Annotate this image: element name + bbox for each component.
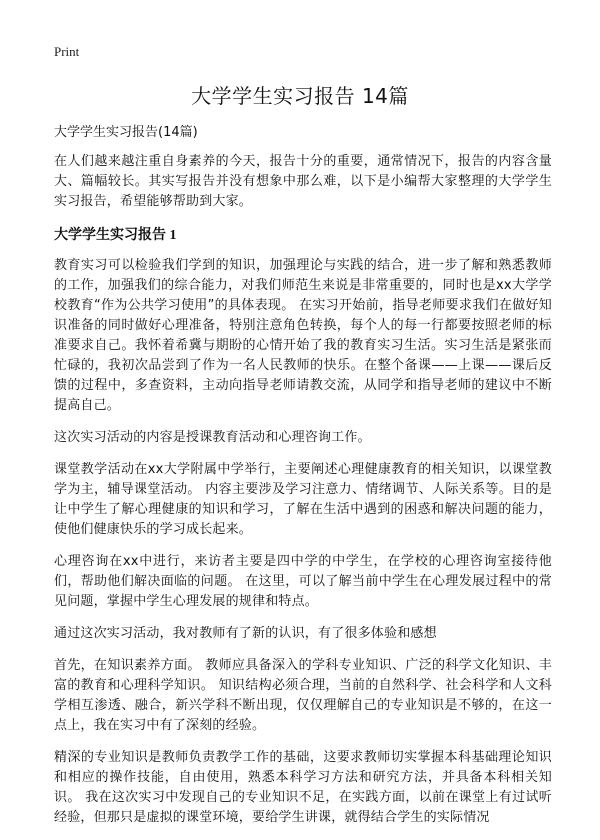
body-paragraph: 教育实习可以检验我们学到的知识，加强理论与实践的结合，进一步了解和熟悉教师的工作，加强我们的综合能力，对我们师范生来说是非常重要的，同时也是xx大学学校教育“作为公共学习使用”的具体表现。 在实习开始前，指导老师要求我们在做好知识准备的同时做好心理准备，特别注意角色转换，每个人的每一行都要按照老师的标准要求自己。我怀着希冀与期盼的心情开始了我的教育实习生活。实习生活是紧张而忙碌的，我初次品尝到了作为一名人民教师的快乐。在整个备课——上课——课后反馈的过程中，多查资料，主动向指导老师请教交流，从同学和指导老师的建议中不断提高自己。 — [54, 258, 552, 413]
document-body — [54, 152, 552, 840]
section-heading: 大学学生实习报告 1 — [54, 228, 177, 243]
body-paragraph: 通过这次实习活动，我对教师有了新的认识，有了很多体验和感想 — [54, 626, 437, 641]
body-paragraph: 心理咨询在xx中进行，来访者主要是四中学的中学生，在学校的心理咨询室接待他们，帮助他们解决面临的问题。 在这里，可以了解当前中学生在心理发展过程中的常见问题，掌握中学生心理发展的规律和特点。 — [54, 554, 552, 609]
document-subtitle: 大学学生实习报告(14篇) — [54, 125, 198, 140]
body-paragraph: 首先，在知识素养方面。 教师应具备深入的学科专业知识、广泛的科学文化知识、丰富的教育和心理科学知识。 知识结构必须合理，当前的自然科学、社会科学和人文科学相互渗透、融合，新兴学科不断出现，仅仅理解自己的专业知识是不够的，在这一点上，我在实习中有了深刻的经验。 — [54, 658, 552, 733]
page-title: 大学学生实习报告 14篇 — [191, 84, 409, 108]
intro-paragraph: 在人们越来越注重自身素养的今天，报告十分的重要，通常情况下，报告的内容含量大、篇幅较长。其实写报告并没有想象中那么难，以下是小编帮大家整理的大学学生实习报告，希望能够帮助到大家。 — [54, 154, 552, 209]
print-link[interactable]: Print — [54, 44, 80, 59]
body-paragraph: 课堂教学活动在xx大学附属中学举行，主要阐述心理健康教育的相关知识，以课堂教学为主，辅导课堂活动。 内容主要涉及学习注意力、情绪调节、人际关系等。目的是让中学生了解心理健康的知识和学习，了解在生活中遇到的困惑和解决问题的能力，使他们健康快乐的学习成长起来。 — [54, 462, 552, 537]
body-paragraph: 精深的专业知识是教师负责教学工作的基础，这要求教师切实掌握本科基础理论知识和相应的操作技能，自由使用，熟悉本科学习方法和研究方法，并具备本科相关知识。 我在这次实习中发现自己的专业知识不足，在实践方面，以前在课堂上有过试听经验，但那只是虚拟的课堂环境，要给学生讲课，就得结合学生的实际情况 — [54, 750, 552, 825]
body-paragraph: 这次实习活动的内容是授课教育活动和心理咨询工作。 — [54, 430, 371, 445]
